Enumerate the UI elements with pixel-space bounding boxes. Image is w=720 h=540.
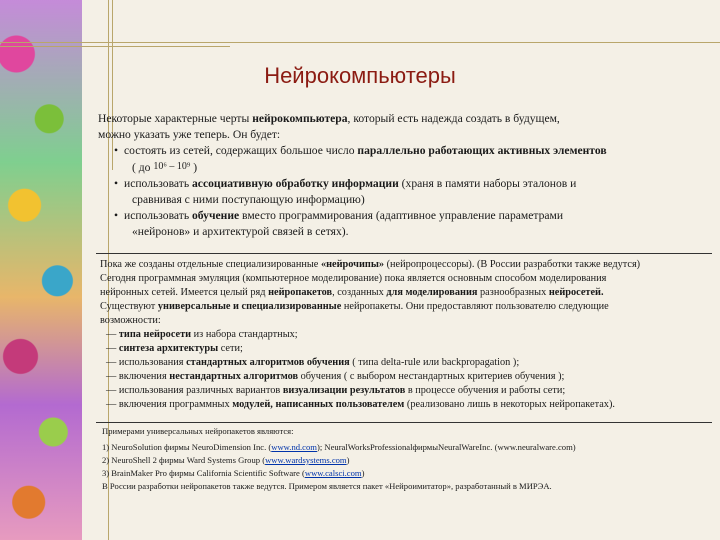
text: (реализовано лишь в некоторых нейропакетах). (404, 399, 615, 410)
page-title: Нейрокомпьютеры (264, 63, 456, 88)
link-wardsystems[interactable]: www.wardsystems.com (265, 455, 347, 465)
text-bold: визуализации результатов (282, 385, 406, 396)
text: — (106, 329, 119, 340)
text: 2) NeuroShell 2 фирмы Ward Systems Group ( (102, 455, 266, 465)
references-block (102, 425, 712, 493)
text: , который есть надежда создать в будущем, (347, 112, 560, 125)
text-line: возможности: (100, 315, 161, 326)
dash-item (100, 356, 712, 370)
dash-item (100, 384, 712, 398)
reference-item (102, 454, 712, 467)
text: ( до (132, 161, 154, 174)
text-line (100, 258, 712, 272)
dash-item (100, 370, 712, 384)
text: Некоторые характерные черты (98, 112, 253, 125)
text-bold: модулей, написанных пользователем (232, 399, 405, 410)
intro-line (98, 111, 714, 127)
link-calsci[interactable]: www.calsci.com (304, 468, 362, 478)
text: ) (190, 161, 198, 174)
text-bold: синтеза архитектуры (118, 343, 219, 354)
text-bold: универсальные и специализированные (157, 301, 342, 312)
text: ); NeuralWorksProfessionalфирмыNeuralWareInc. (www.neuralware.com) (316, 442, 576, 452)
text-bold: для моделирования (386, 287, 478, 298)
text: 3) BrainMaker Pro фирмы California Scientific Software ( (102, 468, 305, 478)
text-bold: ассоциативную обработку информации (192, 177, 399, 190)
text: обучения ( с выбором нестандартных критериев обучения ); (298, 371, 565, 382)
divider (0, 46, 230, 47)
dash-item (100, 328, 712, 342)
text: сети; (218, 343, 243, 354)
divider (96, 253, 712, 254)
text: ( типа delta-rule или backpropagation ); (349, 357, 520, 368)
reference-item (102, 467, 712, 480)
text: нейропакеты. Они предоставляют пользователю следующие (341, 301, 609, 312)
text: «нейронов» и архитектурой связей в сетях). (132, 225, 349, 238)
text-bold: нестандартных алгоритмов (169, 371, 299, 382)
references-heading: Примерами универсальных нейропакетов являются: (102, 426, 294, 436)
text: разнообразных (477, 287, 549, 298)
text: использовать (124, 177, 192, 190)
intro-line: можно указать уже теперь. Он будет: (98, 128, 281, 141)
text: 1) NeuroSolution фирмы NeuroDimension Inc. ( (102, 442, 272, 452)
text-bold: типа нейросети (118, 329, 192, 340)
text-bold: обучение (192, 209, 240, 222)
list-item (116, 176, 714, 208)
text: нейронных сетей. Имеется целый ряд (100, 287, 269, 298)
text: вместо программирования (адаптивное управление параметрами (239, 209, 564, 222)
text: — включения программных (106, 399, 233, 410)
list-item (116, 143, 714, 176)
dash-item (100, 398, 712, 412)
reference-item: В России разработки нейропакетов также ведутся. Примером является пакет «Нейроимитатор», разработанный в МИРЭА. (102, 481, 552, 491)
text: сравнивая с ними поступающую информацию) (132, 193, 365, 206)
text-bold: нейропакетов (268, 287, 333, 298)
text-bold: «нейрочипы» (320, 259, 385, 270)
text: использовать (124, 209, 192, 222)
feature-list (98, 143, 714, 240)
text: (нейропроцессоры). (В России разработки также ведутся) (384, 259, 641, 270)
text-line (100, 300, 712, 314)
text-line (100, 286, 712, 300)
reference-item (102, 441, 712, 454)
text: в процессе обучения и работы сети; (405, 385, 566, 396)
text-bold: нейрокомпьютера (252, 112, 348, 125)
software-block (100, 258, 712, 412)
intro-block (98, 111, 714, 240)
dash-item (100, 342, 712, 356)
text: Пока же созданы отдельные специализированные (100, 259, 321, 270)
formula: 10⁶ – 10⁹ (153, 161, 191, 172)
text: — использования различных вариантов (106, 385, 283, 396)
text: — (106, 343, 119, 354)
text: , созданных (332, 287, 387, 298)
link-nd[interactable]: www.nd.com (271, 442, 317, 452)
text-bold: стандартных алгоритмов обучения (186, 357, 350, 368)
text-line: Сегодня программная эмуляция (компьютерное моделирование) пока является основным способом моделирования (100, 273, 607, 284)
text: ) (361, 468, 365, 478)
text: ) (346, 455, 350, 465)
text-bold: параллельно работающих активных элементов (357, 144, 607, 157)
text: из набора стандартных; (191, 329, 298, 340)
text: — использования (106, 357, 187, 368)
text: (храня в памяти наборы эталонов и (398, 177, 577, 190)
text-bold: нейросетей. (548, 287, 604, 298)
list-item (116, 208, 714, 240)
text: Существуют (100, 301, 158, 312)
text: состоять из сетей, содержащих большое число (124, 144, 358, 157)
text: — включения (106, 371, 170, 382)
divider (96, 422, 712, 423)
